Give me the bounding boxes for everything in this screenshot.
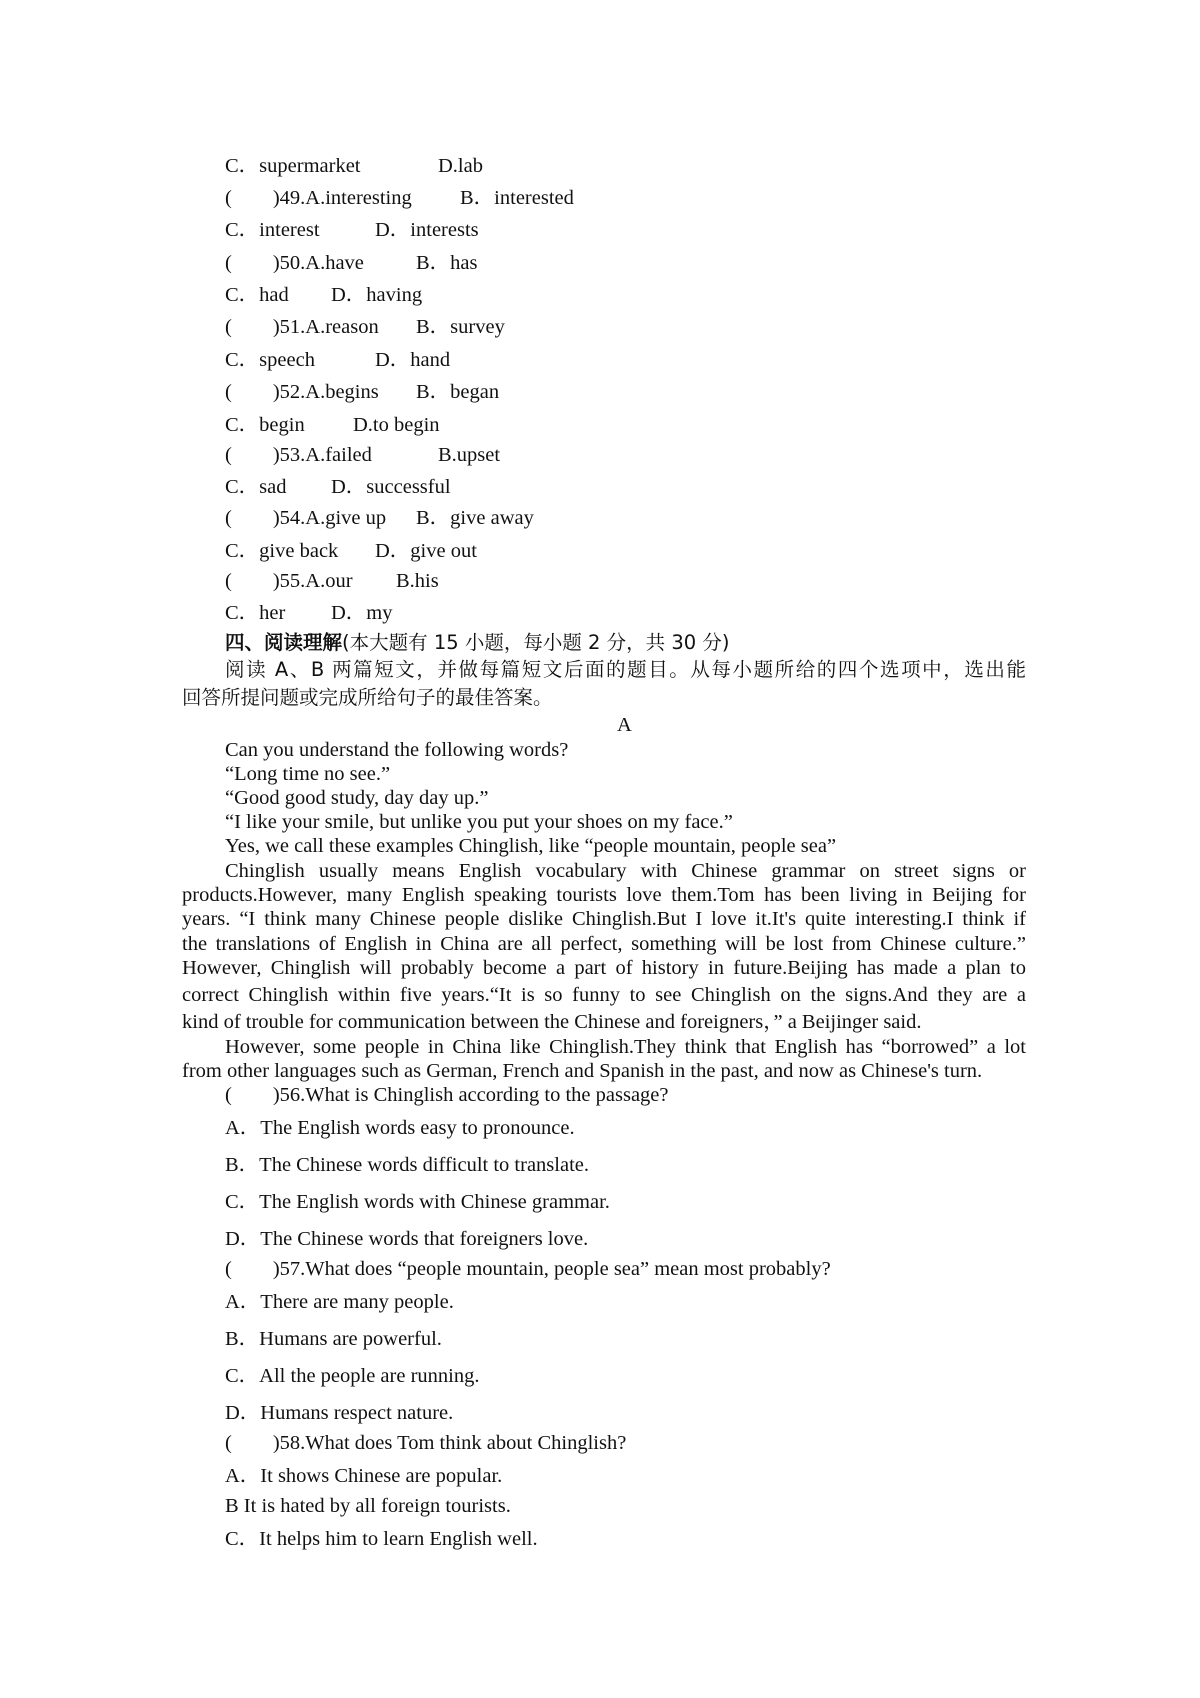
option-51-b: B．survey [416, 316, 505, 338]
option-55-b: B.his [396, 570, 439, 592]
question-57: ( )57.What does “people mountain, people sea” mean most probably? [225, 1258, 831, 1280]
option-54-c: C．give back [225, 540, 339, 562]
passage-line: the translations of English in China are all perfect, something will be lost from Chinese culture.” [182, 933, 1026, 955]
option-50-c: C．had [225, 284, 289, 306]
option-58-b: B It is hated by all foreign tourists. [225, 1495, 511, 1517]
option-55-d: D．my [331, 602, 393, 624]
option-48-d: D.lab [438, 155, 483, 177]
option-53-c: C．sad [225, 476, 287, 498]
option-51-d: D．hand [375, 349, 451, 371]
option-54-b: B．give away [416, 507, 534, 529]
passage-line: products.However, many English speaking tourists love them.Tom has been living in Beijing for [182, 884, 1026, 906]
option-56-b: B．The Chinese words difficult to translate. [225, 1154, 589, 1176]
question-56: ( )56.What is Chinglish according to the passage? [225, 1084, 669, 1106]
option-56-a: A．The English words easy to pronounce. [225, 1117, 575, 1139]
option-57-d: D．Humans respect nature. [225, 1402, 454, 1424]
option-57-a: A．There are many people. [225, 1291, 454, 1313]
passage-line: “I like your smile, but unlike you put your shoes on my face.” [225, 811, 733, 833]
question-58: ( )58.What does Tom think about Chinglish? [225, 1432, 627, 1454]
option-50-d: D．having [331, 284, 423, 306]
option-55-c: C．her [225, 602, 286, 624]
passage-line: years. “I think many Chinese people dislike Chinglish.But I love it.It's quite interesting.I think if [182, 908, 1026, 930]
question-50: ( )50.A.have [225, 252, 364, 274]
section-heading-bold: 四、阅读理解 [225, 631, 343, 654]
section-heading [225, 633, 729, 653]
option-49-b: B．interested [460, 187, 574, 209]
passage-line: Chinglish usually means English vocabulary with Chinese grammar on street signs or [225, 860, 1026, 882]
option-58-c: C．It helps him to learn English well. [225, 1528, 538, 1550]
question-49: ( )49.A.interesting [225, 187, 412, 209]
option-52-d: D.to begin [353, 414, 440, 436]
section-heading-rest: (本大题有 15 小题，每小题 2 分，共 30 分) [342, 631, 730, 654]
option-50-b: B．has [416, 252, 478, 274]
option-57-c: C．All the people are running. [225, 1365, 480, 1387]
option-57-b: B．Humans are powerful. [225, 1328, 442, 1350]
option-49-c: C．interest [225, 219, 320, 241]
section-instructions-2: 回答所提问题或完成所给句子的最佳答案。 [182, 686, 553, 709]
question-55: ( )55.A.our [225, 570, 353, 592]
passage-line: Can you understand the following words? [225, 739, 569, 761]
passage-label: A [617, 714, 632, 736]
section-instructions-1: 阅读 A、B 两篇短文，并做每篇短文后面的题目。从每小题所给的四个选项中，选出能 [225, 658, 1026, 681]
option-49-d: D．interests [375, 219, 479, 241]
passage-line: However, Chinglish will probably become a part of history in future.Beijing has made a plan to [182, 957, 1026, 979]
option-56-d: D．The Chinese words that foreigners love. [225, 1228, 589, 1250]
option-53-b: B.upset [438, 444, 501, 466]
option-56-c: C．The English words with Chinese grammar. [225, 1191, 610, 1213]
passage-line: “Long time no see.” [225, 763, 391, 785]
passage-line: However, some people in China like Chinglish.They think that English has “borrowed” a lot [225, 1036, 1026, 1058]
question-52: ( )52.A.begins [225, 381, 379, 403]
option-54-d: D．give out [375, 540, 477, 562]
question-51: ( )51.A.reason [225, 316, 379, 338]
question-53: ( )53.A.failed [225, 444, 372, 466]
option-52-b: B．began [416, 381, 500, 403]
option-51-c: C．speech [225, 349, 315, 371]
question-54: ( )54.A.give up [225, 507, 387, 529]
passage-line: kind of trouble for communication between the Chinese and foreigners，” a Beijinger said. [182, 1011, 922, 1033]
option-48-c: C．supermarket [225, 155, 361, 177]
option-52-c: C．begin [225, 414, 305, 436]
option-58-a: A．It shows Chinese are popular. [225, 1465, 503, 1487]
passage-line: from other languages such as German, French and Spanish in the past, and now as Chinese's turn. [182, 1060, 983, 1082]
option-53-d: D．successful [331, 476, 451, 498]
passage-line: correct Chinglish within five years.“It is so funny to see Chinglish on the signs.And they are a [182, 984, 1026, 1006]
passage-line: “Good good study, day day up.” [225, 787, 489, 809]
passage-line: Yes, we call these examples Chinglish, like “people mountain, people sea” [225, 835, 837, 857]
